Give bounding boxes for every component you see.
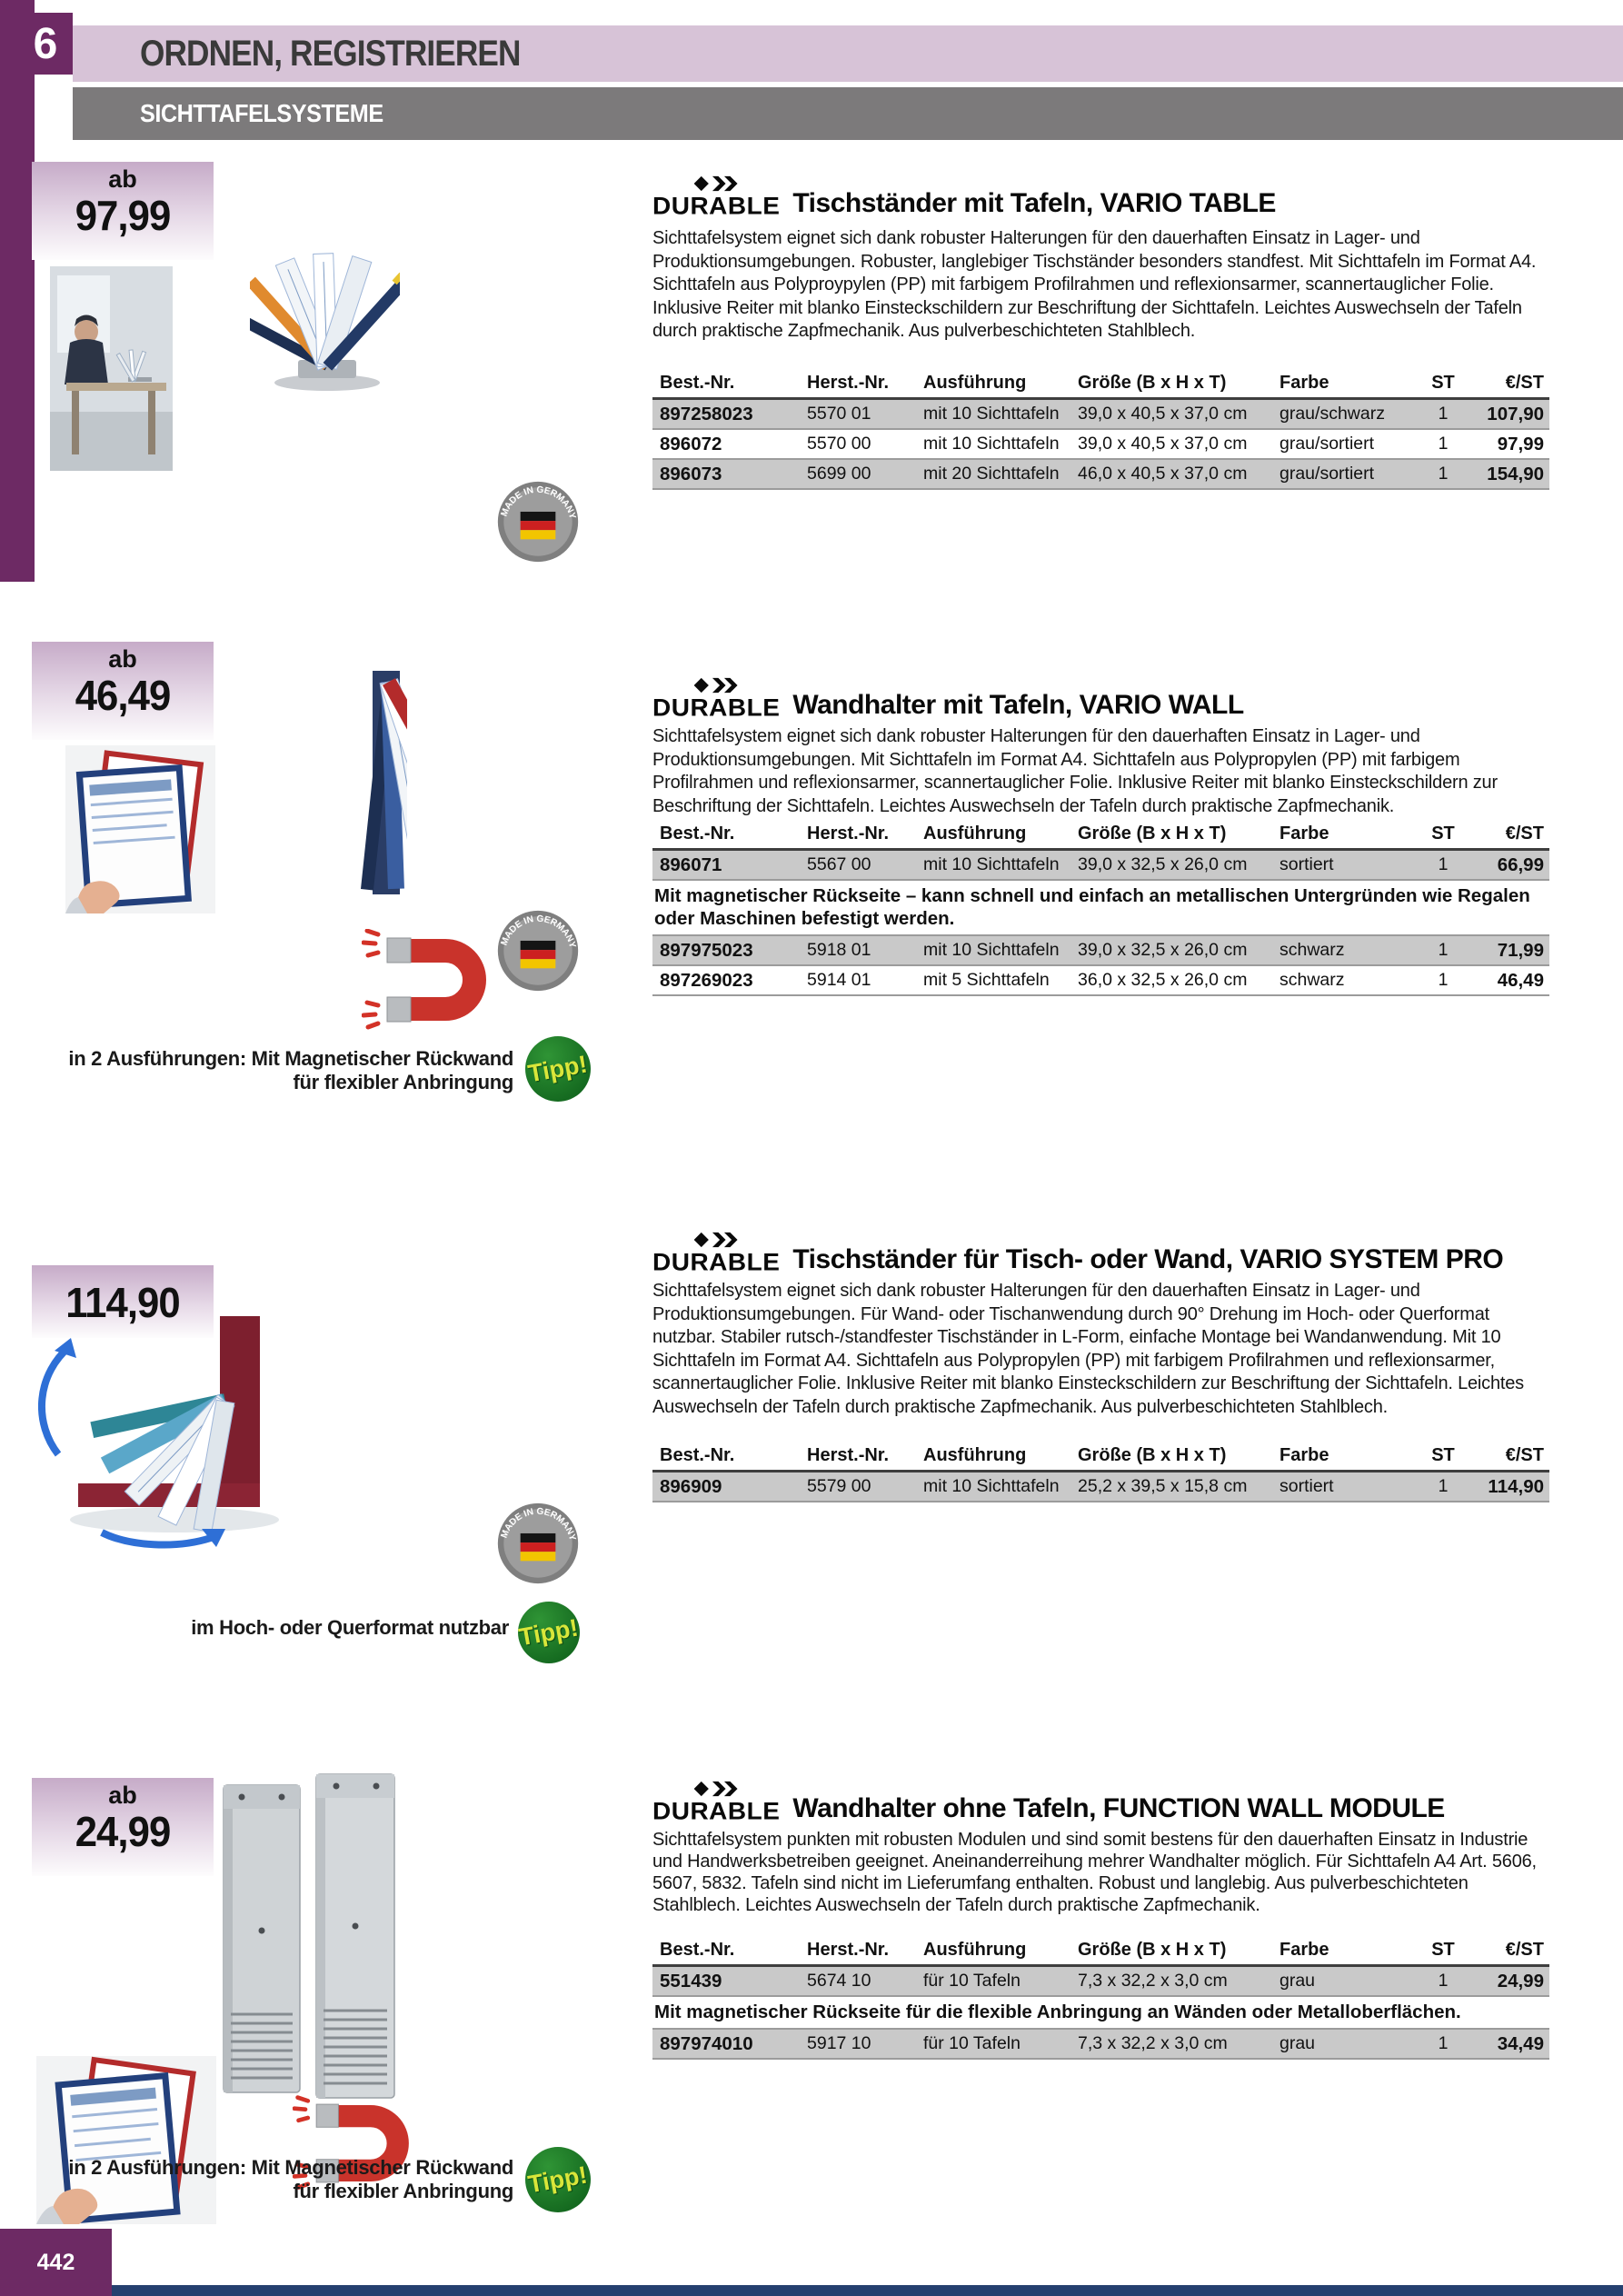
cell-groesse: 39,0 x 32,5 x 26,0 cm [1078, 940, 1248, 960]
cell-farbe: grau [1279, 1971, 1316, 1991]
col-header-preis: €/ST [1505, 373, 1544, 393]
table-row [652, 459, 1549, 489]
table-note: Mit magnetischer Rückseite – kann schnell und einfach an metallischen Untergründen wie Regalen oder Maschinen befestigt werden. [654, 885, 1530, 929]
durable-mark-icon [692, 1780, 740, 1798]
price-value: 114,90 [65, 1279, 180, 1326]
cell-ausfuehrung: mit 5 Sichttafeln [923, 970, 1050, 990]
cell-bestnr: 896072 [660, 433, 722, 454]
cell-st: 1 [1438, 940, 1449, 960]
table-row [652, 1966, 1549, 1997]
table-note-row [652, 880, 1549, 935]
durable-mark-icon [692, 1231, 740, 1249]
durable-logo [652, 1780, 780, 1824]
durable-logo [652, 1231, 780, 1275]
col-header-farbe: Farbe [1279, 1940, 1329, 1960]
product-header-function-wall-module [652, 1780, 1549, 1824]
price-badge-vario-wall [32, 642, 214, 740]
cell-groesse: 36,0 x 32,5 x 26,0 cm [1078, 970, 1248, 990]
product-title: Tischständer mit Tafeln, VARIO TABLE [792, 188, 1276, 218]
cell-groesse: 46,0 x 40,5 x 37,0 cm [1078, 464, 1248, 484]
chapter-title-band [73, 25, 1623, 82]
cell-ausfuehrung: mit 10 Sichttafeln [923, 434, 1060, 454]
durable-logo-wordmark: DURABLE [652, 192, 781, 220]
col-header-preis: €/ST [1505, 1445, 1544, 1465]
cell-farbe: sortiert [1279, 854, 1334, 874]
cell-herstnr: 5699 00 [807, 464, 871, 484]
cell-ausfuehrung: mit 10 Sichttafeln [923, 404, 1060, 424]
col-header-bestnr: Best.-Nr. [660, 373, 735, 393]
made-in-germany-badge [496, 909, 580, 993]
table-note: Mit magnetischer Rückseite für die flexible Anbringung an Wänden oder Metalloberflächen. [654, 2002, 1461, 2022]
table-row [652, 965, 1549, 995]
cell-herstnr: 5570 01 [807, 404, 871, 424]
magnet-icon [362, 929, 498, 1031]
cell-bestnr: 897974010 [660, 2032, 753, 2054]
cell-farbe: schwarz [1279, 970, 1345, 990]
col-header-herstnr: Herst.-Nr. [807, 373, 890, 393]
price-prefix: ab [108, 645, 137, 673]
cell-bestnr: 896073 [660, 463, 722, 484]
tip-text: in 2 Ausführungen: Mit Magnetischer Rückwand für flexibler Anbringung [68, 1047, 513, 1093]
table-header-row [652, 1938, 1549, 1966]
col-header-bestnr: Best.-Nr. [660, 1940, 735, 1960]
tip-badge [525, 1036, 591, 1102]
table-row [652, 2029, 1549, 2059]
price-value: 97,99 [75, 192, 171, 239]
col-header-groesse: Größe (B x H x T) [1078, 824, 1227, 844]
table-row [652, 429, 1549, 459]
product-image-vario-wall [316, 665, 407, 902]
chapter-number: 6 [33, 19, 58, 68]
cell-herstnr: 5918 01 [807, 940, 871, 960]
made-badge-label: MADE IN GERMANY [499, 484, 578, 521]
table-row [652, 850, 1549, 881]
price-badge-function-wall-module [32, 1778, 214, 1876]
cell-ausfuehrung: mit 10 Sichttafeln [923, 854, 1060, 874]
made-badge-label: MADE IN GERMANY [499, 913, 578, 950]
cell-ausfuehrung: mit 20 Sichttafeln [923, 464, 1060, 484]
cell-ausfuehrung: für 10 Tafeln [923, 2033, 1021, 2053]
cell-herstnr: 5914 01 [807, 970, 871, 990]
cell-herstnr: 5674 10 [807, 1971, 871, 1991]
table-header-row [652, 822, 1549, 850]
cell-preis: 34,49 [1497, 2032, 1544, 2054]
col-header-groesse: Größe (B x H x T) [1078, 373, 1227, 393]
cell-preis: 97,99 [1497, 433, 1544, 454]
product-title: Wandhalter ohne Tafeln, FUNCTION WALL MODULE [792, 1793, 1445, 1823]
cell-bestnr: 897258023 [660, 403, 753, 424]
page-number-box [0, 2229, 112, 2296]
chapter-number-box [18, 13, 73, 75]
cell-herstnr: 5917 10 [807, 2033, 871, 2053]
col-header-herstnr: Herst.-Nr. [807, 1445, 890, 1465]
cell-groesse: 39,0 x 40,5 x 37,0 cm [1078, 434, 1248, 454]
product-image-function-wall-modules [211, 1767, 406, 2111]
col-header-preis: €/ST [1505, 824, 1544, 844]
price-value: 24,99 [75, 1808, 171, 1855]
cell-st: 1 [1438, 434, 1449, 454]
price-badge-vario-table [32, 162, 214, 260]
col-header-ausfuehrung: Ausführung [923, 373, 1027, 393]
table-row [652, 935, 1549, 965]
product-table-vario-table [652, 371, 1549, 490]
col-header-bestnr: Best.-Nr. [660, 824, 735, 844]
cell-farbe: grau/sortiert [1279, 434, 1375, 454]
col-header-farbe: Farbe [1279, 1445, 1329, 1465]
product-header-vario-system-pro [652, 1231, 1549, 1275]
product-title: Tischständer für Tisch- oder Wand, VARIO SYSTEM PRO [792, 1244, 1504, 1274]
cell-preis: 114,90 [1488, 1475, 1544, 1497]
cell-st: 1 [1438, 2033, 1449, 2053]
product-header-vario-wall [652, 676, 1549, 721]
product-title: Wandhalter mit Tafeln, VARIO WALL [792, 690, 1244, 720]
page-number: 442 [36, 2249, 75, 2275]
cell-groesse: 7,3 x 32,2 x 3,0 cm [1078, 1971, 1228, 1991]
col-header-ausfuehrung: Ausführung [923, 1940, 1027, 1960]
cell-st: 1 [1438, 854, 1449, 874]
cell-st: 1 [1438, 1476, 1449, 1496]
made-in-germany-badge [496, 480, 580, 564]
durable-logo [652, 676, 780, 721]
col-header-preis: €/ST [1505, 1940, 1544, 1960]
product-photo-person-desk [50, 266, 173, 471]
cell-ausfuehrung: mit 10 Sichttafeln [923, 1476, 1060, 1496]
cell-groesse: 39,0 x 32,5 x 26,0 cm [1078, 854, 1248, 874]
col-header-bestnr: Best.-Nr. [660, 1445, 735, 1465]
tip-badge-label: Tipp! [526, 2161, 590, 2198]
cell-ausfuehrung: für 10 Tafeln [923, 1971, 1021, 1991]
tip-badge-label: Tipp! [526, 1050, 590, 1087]
durable-logo-wordmark: DURABLE [652, 694, 781, 722]
durable-logo-wordmark: DURABLE [652, 1248, 781, 1276]
cell-st: 1 [1438, 404, 1449, 424]
cell-groesse: 25,2 x 39,5 x 15,8 cm [1078, 1476, 1248, 1496]
cell-st: 1 [1438, 1971, 1449, 1991]
product-table-function-wall-module [652, 1938, 1549, 2060]
col-header-groesse: Größe (B x H x T) [1078, 1940, 1227, 1960]
table-row [652, 399, 1549, 430]
cell-farbe: sortiert [1279, 1476, 1334, 1496]
cell-groesse: 39,0 x 40,5 x 37,0 cm [1078, 404, 1248, 424]
product-header-vario-table [652, 175, 1549, 219]
section-banner-title: SICHTTAFELSYSTEME [140, 99, 383, 127]
cell-bestnr: 897975023 [660, 939, 753, 961]
product-table-vario-system-pro [652, 1443, 1549, 1502]
product-image-vario-system-pro [38, 1294, 291, 1553]
product-description: Sichttafelsystem eignet sich dank robuster Halterungen für den dauerhaften Einsatz in Lager- und Produktionsumgebungen. Robuster, langlebiger Tischständer besonders standfest. Mit Sichttafeln im Format A4. Sichttafeln aus Polyproypylen (PP) mit farbigem Profilrahmen und reflexionsarmer, scannertauglicher Folie. Inklusive Reiter mit blanko Einsteckschildern zur Beschriftung der Sichttafeln. Leichtes Auswechseln der Tafeln durch praktische Zapfmechanik. Aus pulverbeschichteten Stahlblech. [652, 228, 1537, 341]
table-row [652, 1472, 1549, 1502]
cell-groesse: 7,3 x 32,2 x 3,0 cm [1078, 2033, 1228, 2053]
made-in-germany-badge [496, 1502, 580, 1585]
cell-bestnr: 551439 [660, 1970, 722, 1992]
col-header-st: ST [1431, 373, 1455, 393]
durable-mark-icon [692, 175, 740, 193]
product-description: Sichttafelsystem punkten mit robusten Modulen und sind somit bestens für den dauerhaften Einsatz in Industrie und Handwerksbetreiben geeignet. Aneinanderreihung mehrer Wandhalter möglich. Für Sichttafeln A4 Art. 5606, 5607, 5832. Tafeln sind nicht im Lieferumfang enthalten. Robust und langlebig. Aus pulverbeschichteten Stahlblech. Leichtes Auswechseln der Tafeln durch praktische Zapfmechanik. [652, 1830, 1537, 1915]
col-header-st: ST [1431, 1445, 1455, 1465]
cell-preis: 46,49 [1497, 969, 1544, 991]
cell-farbe: grau [1279, 2033, 1316, 2053]
cell-farbe: grau/sortiert [1279, 464, 1375, 484]
cell-herstnr: 5570 00 [807, 434, 871, 454]
col-header-ausfuehrung: Ausführung [923, 824, 1027, 844]
made-badge-label: MADE IN GERMANY [499, 1506, 578, 1542]
price-prefix: ab [108, 1782, 137, 1809]
col-header-herstnr: Herst.-Nr. [807, 824, 890, 844]
tip-badge [525, 2147, 591, 2212]
col-header-st: ST [1431, 1940, 1455, 1960]
durable-mark-icon [692, 676, 740, 694]
cell-farbe: schwarz [1279, 940, 1345, 960]
col-header-farbe: Farbe [1279, 373, 1329, 393]
durable-logo-wordmark: DURABLE [652, 1797, 781, 1825]
price-prefix: ab [108, 165, 137, 193]
product-description: Sichttafelsystem eignet sich dank robuster Halterungen für den dauerhaften Einsatz in Lager- und Produktionsumgebungen. Für Wand- oder Tischanwendung durch 90° Drehung im Hoch- oder Querformat nutzbar. Stabiler rutsch-/standfester Tischständer in L-Form, einfache Montage bei Wandanwendung. Mit 10 Sichttafeln im Format A4. Sichttafeln aus Polypropylen (PP) mit farbigem Profilrahmen und reflexionsarmer, scannertauglicher Folie. Inklusive Reiter mit blanko Einsteckschildern zur Beschriftung der Sichttafeln. Leichtes Auswechseln der Tafeln durch praktische Zapfmechanik. Aus pulverbeschichteten Stahlblech. [652, 1281, 1524, 1417]
cell-ausfuehrung: mit 10 Sichttafeln [923, 940, 1060, 960]
table-header-row [652, 1443, 1549, 1472]
product-photo-hand-panel [65, 745, 215, 913]
cell-preis: 66,99 [1497, 854, 1544, 875]
cell-bestnr: 896909 [660, 1475, 722, 1497]
chapter-title: ORDNEN, REGISTRIEREN [140, 33, 521, 74]
cell-st: 1 [1438, 970, 1449, 990]
cell-herstnr: 5567 00 [807, 854, 871, 874]
price-value: 46,49 [75, 672, 171, 719]
product-image-vario-table [250, 207, 400, 394]
col-header-groesse: Größe (B x H x T) [1078, 1445, 1227, 1465]
table-note-row [652, 1996, 1549, 2029]
durable-logo [652, 175, 780, 219]
tip-badge [518, 1602, 580, 1663]
product-description: Sichttafelsystem eignet sich dank robuster Halterungen für den dauerhaften Einsatz in Lager- und Produktionsumgebungen. Mit Sichttafeln im Format A4. Sichttafeln aus Polypropylen (PP) mit farbigem Profilrahmen und reflexionsarmer, scannertauglicher Folie. Inklusive Reiter mit blanko Einsteckschildern zur Beschriftung der Sichttafeln. Leichtes Auswechseln der Tafeln durch praktische Zapfmechanik. [652, 726, 1498, 816]
cell-preis: 107,90 [1487, 403, 1544, 424]
cell-bestnr: 897269023 [660, 969, 753, 991]
cell-herstnr: 5579 00 [807, 1476, 871, 1496]
col-header-herstnr: Herst.-Nr. [807, 1940, 890, 1960]
cell-bestnr: 896071 [660, 854, 722, 875]
footer-rule [0, 2285, 1623, 2296]
col-header-st: ST [1431, 824, 1455, 844]
product-table-vario-wall [652, 822, 1549, 996]
col-header-ausfuehrung: Ausführung [923, 1445, 1027, 1465]
cell-preis: 154,90 [1487, 463, 1544, 484]
section-banner [73, 87, 1623, 140]
cell-preis: 24,99 [1497, 1970, 1544, 1992]
tip-text: im Hoch- oder Querformat nutzbar [191, 1616, 509, 1639]
tip-text: in 2 Ausführungen: Mit Magnetischer Rückwand für flexibler Anbringung [68, 2156, 513, 2202]
table-header-row [652, 371, 1549, 399]
cell-st: 1 [1438, 464, 1449, 484]
cell-preis: 71,99 [1497, 939, 1544, 961]
col-header-farbe: Farbe [1279, 824, 1329, 844]
cell-farbe: grau/schwarz [1279, 404, 1385, 424]
left-accent-strip [0, 0, 35, 582]
tip-badge-label: Tipp! [517, 1613, 581, 1651]
